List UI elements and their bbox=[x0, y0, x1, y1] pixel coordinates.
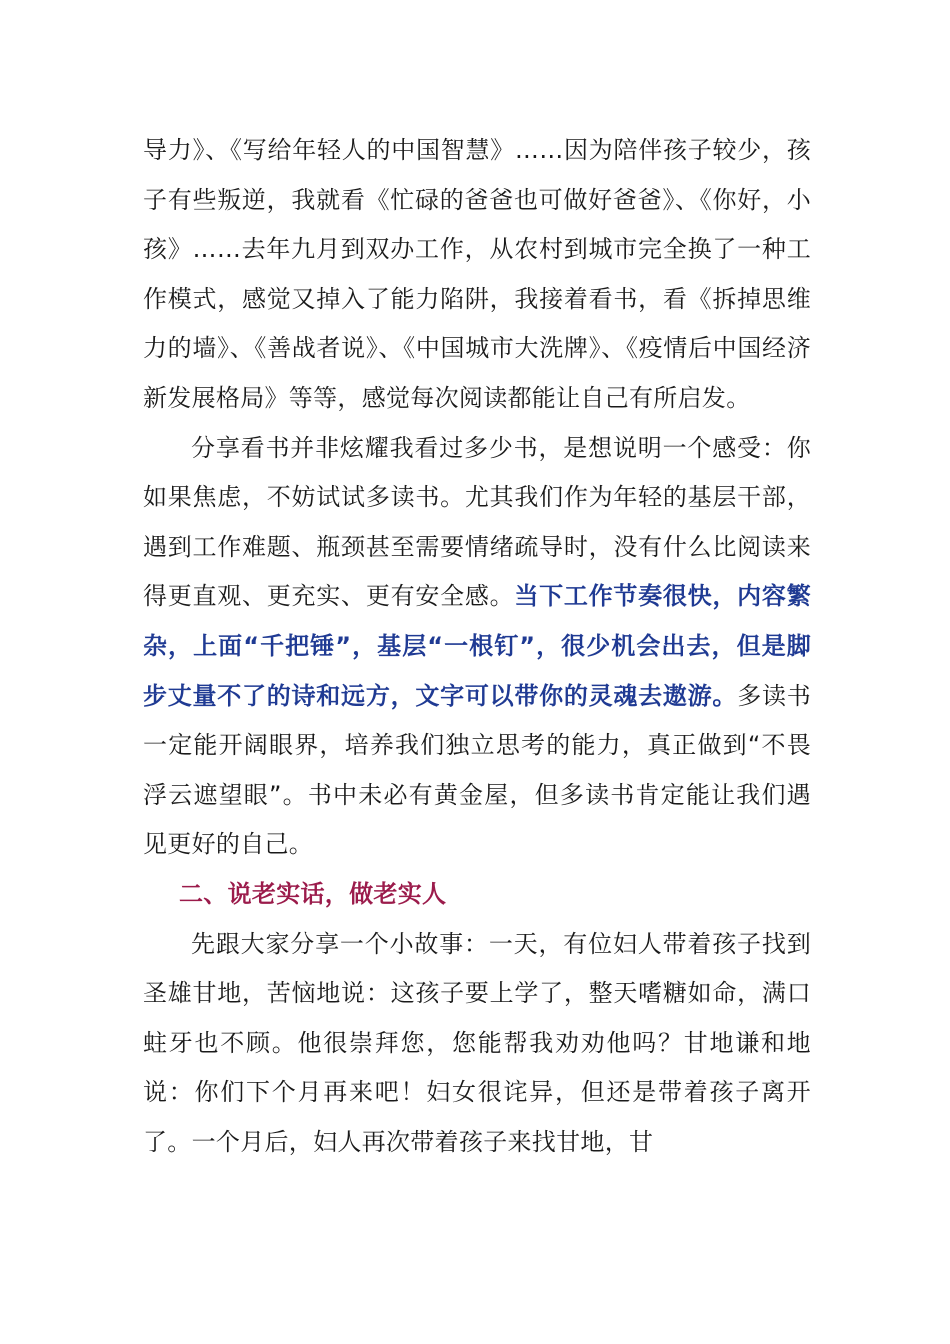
paragraph-gandhi-story: 先跟大家分享一个小故事：一天，有位妇人带着孩子找到圣雄甘地，苦恼地说：这孩子要上学了，整天嗜糖如命，满口蛀牙也不顾。他很崇拜您，您能帮我劝劝他吗？甘地谦和地说：你们下个月再来吧！妇女很诧异，但还是带着孩子离开了。一个月后，妇人再次带着孩子来找甘地，甘 bbox=[143, 929, 811, 1156]
paragraph-text-tail: 多读书一定能开阔眼界，培养我们独立思考的能力，真正做到“不畏浮云遮望眼”。书中未必有黄金屋，但多读书肯定能让我们遇见更好的自己。 bbox=[143, 681, 812, 859]
document-page bbox=[143, 126, 811, 1167]
paragraph-reading-benefits bbox=[143, 424, 811, 870]
section-heading: 二、说老实话，做老实人 bbox=[179, 879, 447, 908]
paragraph-reading-list: 导力》、《写给年轻人的中国智慧》……因为陪伴孩子较少，孩子有些叛逆，我就看《忙碌的爸爸也可做好爸爸》、《你好，小孩》……去年九月到双办工作，从农村到城市完全换了一种工作模式，感觉又掉入了能力陷阱，我接着看书，看《拆掉思维力的墙》、《善战者说》、《中国城市大洗牌》、《疫情后中国经济新发展格局》等等，感觉每次阅读都能让自己有所启发。 bbox=[143, 136, 811, 412]
paragraph-text: 分享看书并非炫耀我看过多少书，是想说明一个感受：你如果焦虑，不妨试试多读书。尤其我们作为年轻的基层干部，遇到工作难题、瓶颈甚至需要情绪疏导时，没有什么比阅读来得更直观、更充实、更有安全感。 bbox=[143, 433, 811, 611]
highlighted-text: 当下工作节奏很快，内容繁杂，上面“千把锤”，基层“一根钉”，很少机会出去，但是脚步丈量不了的诗和远方，文字可以带你的灵魂去遨游。 bbox=[143, 582, 811, 710]
